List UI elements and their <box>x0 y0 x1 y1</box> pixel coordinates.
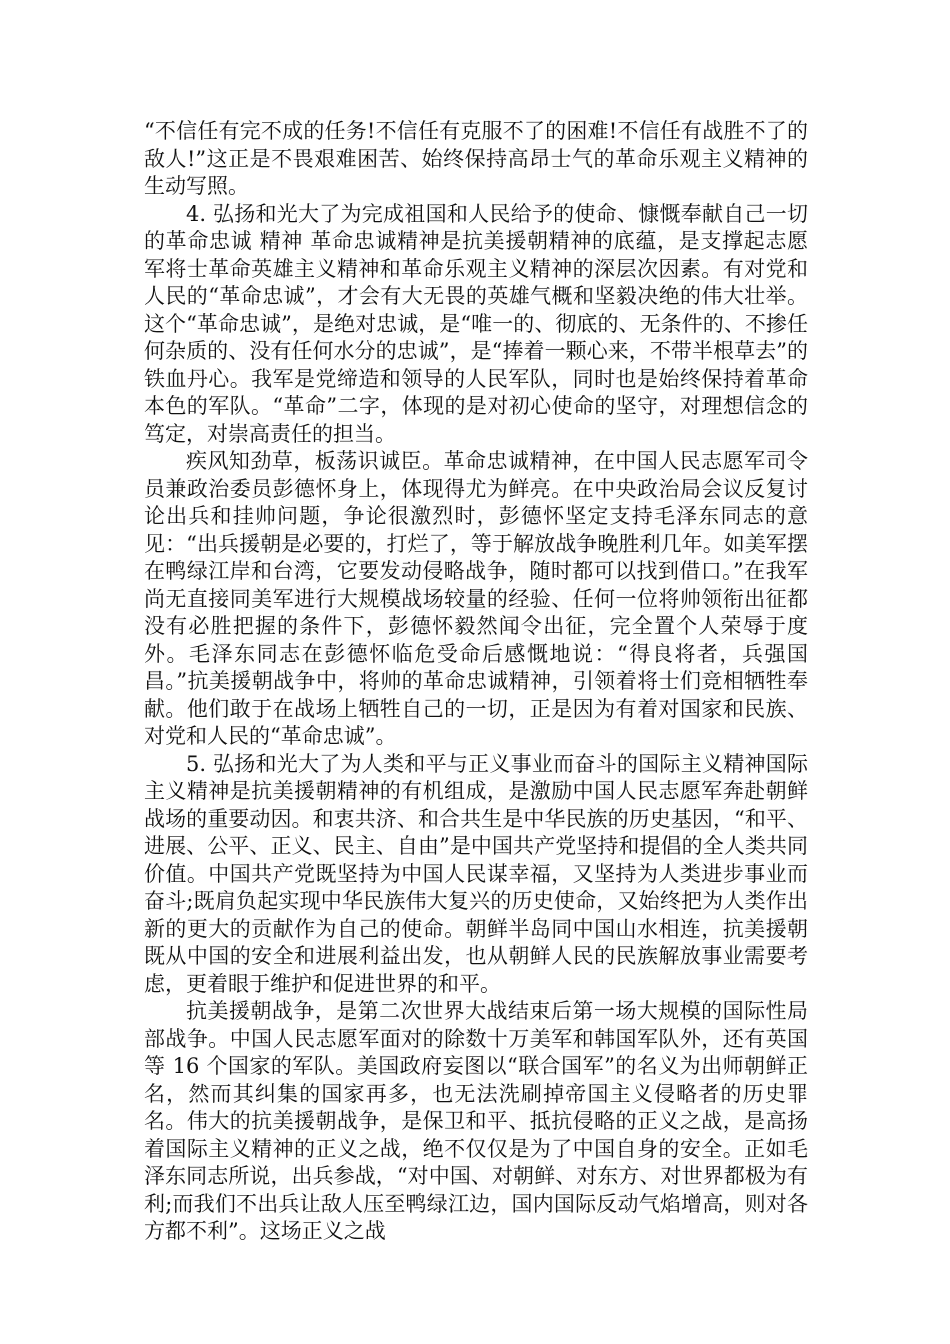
paragraph-5: 抗美援朝战争，是第二次世界大战结束后第一场大规模的国际性局部战争。中国人民志愿军面对的除数十万美军和韩国军队外，还有英国等 16 个国家的军队。美国政府妄图以“联合国军”的名义为出师朝鲜正名，然而其纠集的国家再多，也无法洗刷掉帝国主义侵略者的历史罪名。伟大的抗美援朝战争，是保卫和平、抵抗侵略的正义之战，是高扬着国际主义精神的正义之战，绝不仅仅是为了中国自身的安全。正如毛泽东同志所说，出兵参战，“对中国、对朝鲜、对东方、对世界都极为有利;而我们不出兵让敌人压至鸭绿江边，国内国际反动气焰增高，则对各方都不利”。这场正义之战 <box>144 999 808 1243</box>
paragraph-3: 疾风知劲草，板荡识诚臣。革命忠诚精神，在中国人民志愿军司令员兼政治委员彭德怀身上，体现得尤为鲜亮。在中央政治局会议反复讨论出兵和挂帅问题，争论很激烈时，彭德怀坚定支持毛泽东同志的意见：“出兵援朝是必要的，打烂了，等于解放战争晚胜利几年。如美军摆在鸭绿江岸和台湾，它要发动侵略战争，随时都可以找到借口。”在我军尚无直接同美军进行大规模战场较量的经验、任何一位将帅领衔出征都没有必胜把握的条件下，彭德怀毅然闻令出征，完全置个人荣辱于度外。毛泽东同志在彭德怀临危受命后感慨地说：“得良将者，兵强国昌。”抗美援朝战争中，将帅的革命忠诚精神，引领着将士们竞相牺牲奉献。他们敢于在战场上牺牲自己的一切，正是因为有着对国家和民族、对党和人民的“革命忠诚”。 <box>144 449 808 748</box>
document-page <box>144 118 808 1246</box>
paragraph-4: 5. 弘扬和光大了为人类和平与正义事业而奋斗的国际主义精神国际主义精神是抗美援朝精神的有机组成，是激励中国人民志愿军奔赴朝鲜战场的重要动因。和衷共济、和合共生是中华民族的历史基因，“和平、进展、公平、正义、民主、自由”是中国共产党坚持和提倡的全人类共同价值。中国共产党既坚持为中国人民谋幸福，又坚持为人类进步事业而奋斗;既肩负起实现中华民族伟大复兴的历史使命，又始终把为人类作出新的更大的贡献作为自己的使命。朝鲜半岛同中国山水相连，抗美援朝既从中国的安全和进展利益出发，也从朝鲜人民的民族解放事业需要考虑，更着眼于维护和促进世界的和平。 <box>144 751 808 996</box>
paragraph-2: 4. 弘扬和光大了为完成祖国和人民给予的使命、慷慨奉献自己一切的革命忠诚 精神 革命忠诚精神是抗美援朝精神的底蕴，是支撑起志愿军将士革命英雄主义精神和革命乐观主义精神的深层次因素。有对党和人民的“革命忠诚”，才会有大无畏的英雄气概和坚毅决绝的伟大壮举。这个“革命忠诚”，是绝对忠诚，是“唯一的、彻底的、无条件的、不掺任何杂质的、没有任何水分的忠诚”，是“捧着一颗心来，不带半根草去”的铁血丹心。我军是党缔造和领导的人民军队，同时也是始终保持着革命本色的军队。“革命”二字，体现的是对初心使命的坚守，对理想信念的笃定，对崇高责任的担当。 <box>144 201 808 446</box>
paragraph-1: “不信任有完不成的任务!不信任有克服不了的困难!不信任有战胜不了的敌人!”这正是不畏艰难困苦、始终保持高昂士气的革命乐观主义精神的生动写照。 <box>144 119 808 198</box>
